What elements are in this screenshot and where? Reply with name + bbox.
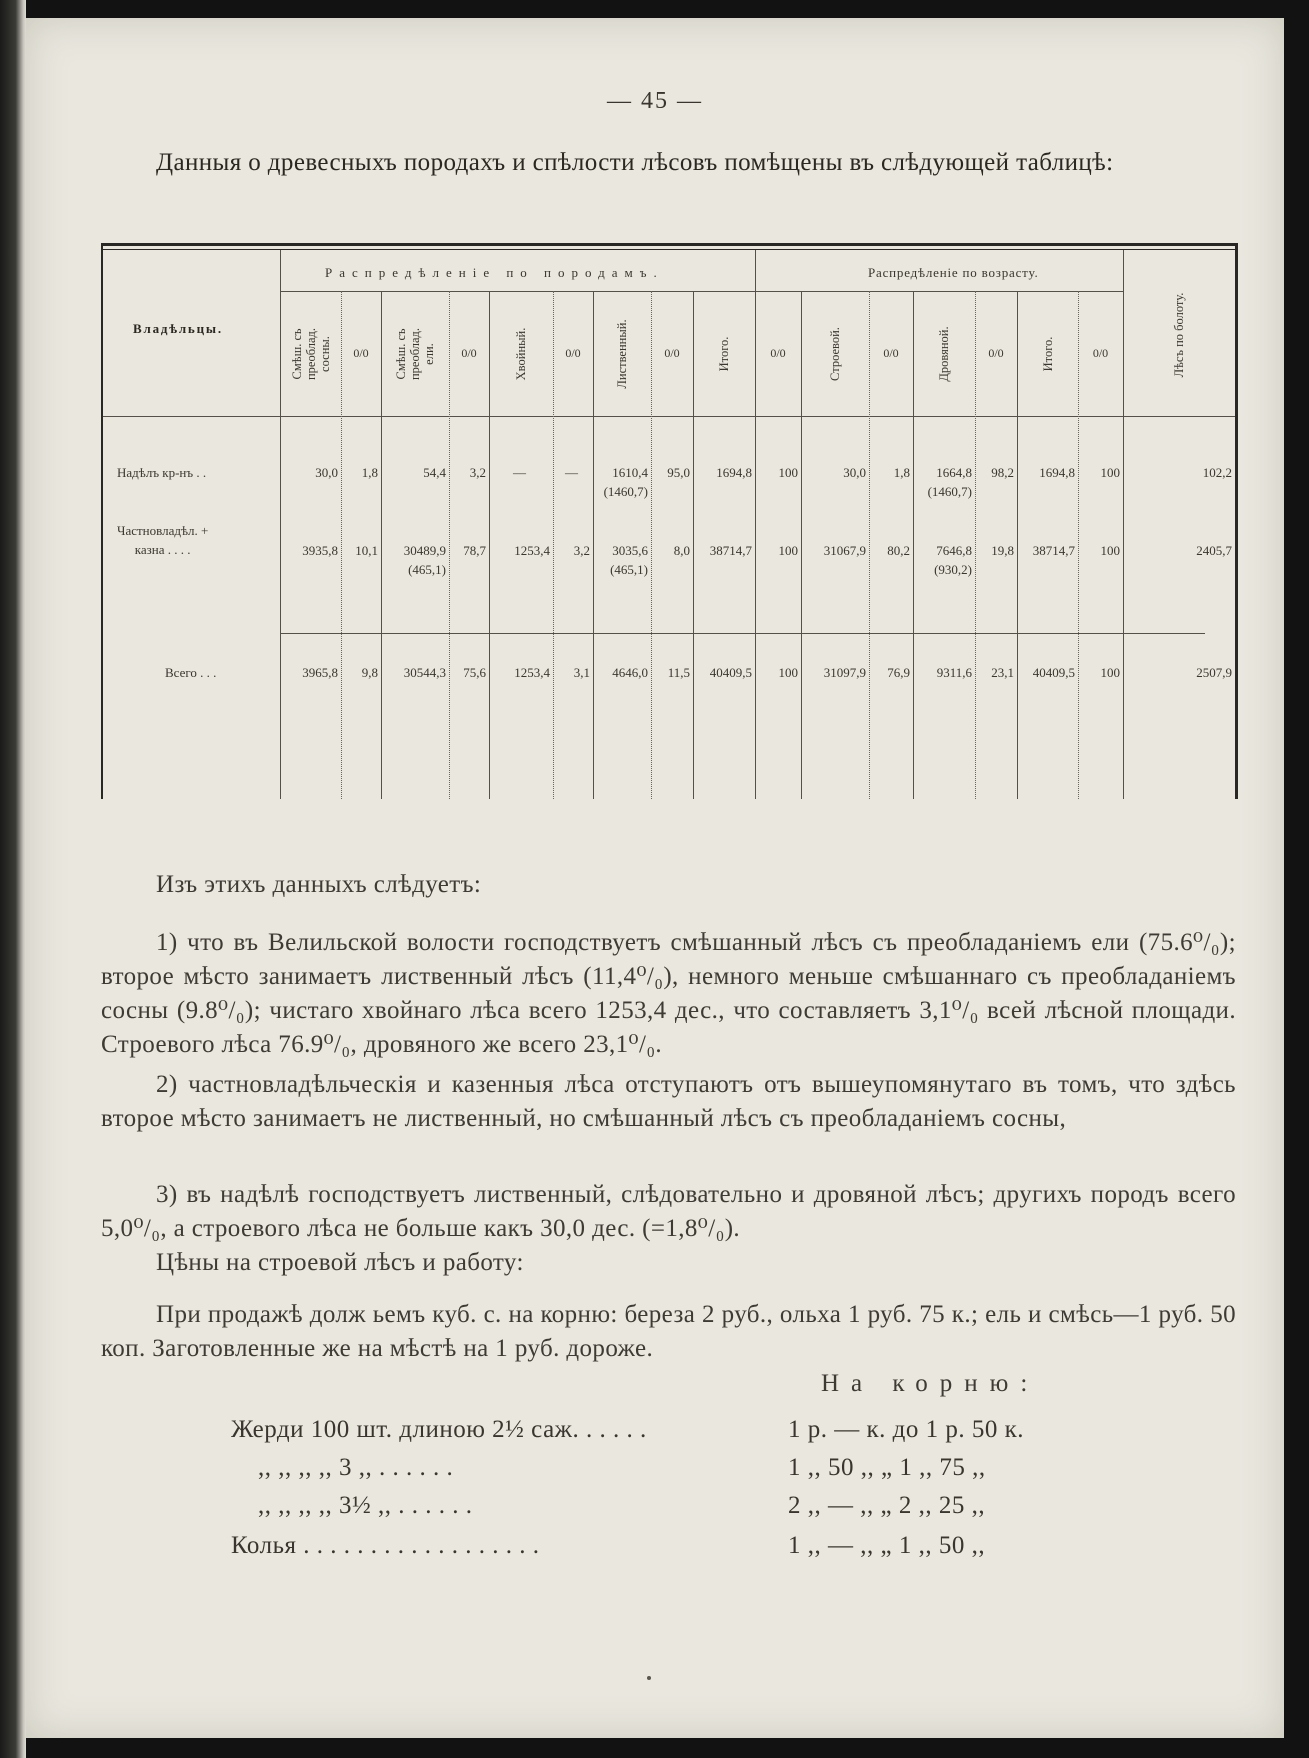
table-cell <box>593 541 648 579</box>
table-cell <box>341 663 378 682</box>
table-cell <box>651 541 690 560</box>
cell-value: 100 <box>778 665 798 680</box>
cell-value: 76,9 <box>887 665 910 680</box>
group-header-species: Распредѣленіе по породамъ. <box>325 265 664 280</box>
table-cell <box>1017 663 1075 682</box>
rotated-column-header: Итого. <box>1040 336 1055 371</box>
cell-value: 1253,4 <box>514 543 550 558</box>
cell-value: — <box>565 465 578 480</box>
table-cell <box>651 663 690 682</box>
cell-value: 3935,8 <box>302 543 338 558</box>
row-label: Частновладѣл. + казна . . . . <box>117 523 209 557</box>
percent-column-header: 0/0 <box>988 345 1004 360</box>
rotated-column-header: Хвойный. <box>514 327 528 380</box>
na-kornyu-heading: На корню: <box>821 1370 1040 1397</box>
cell-value: 31097,9 <box>823 665 866 680</box>
table-cell <box>449 541 486 560</box>
cell-value: 100 <box>778 543 798 558</box>
scanned-page <box>26 18 1284 1738</box>
cell-value: 30544,3 <box>403 665 446 680</box>
table-cell <box>755 663 798 682</box>
rotated-column-header: Смѣш. съ преоблад. ели. <box>394 327 436 380</box>
cell-value: 30489,9 <box>403 543 446 558</box>
table-cell <box>1078 463 1120 482</box>
percent-column-header: 0/0 <box>353 345 369 360</box>
table-cell <box>381 463 446 482</box>
price-row-label: ,, ,, ,, ,, 3½ ,, . . . . . . <box>258 1492 473 1519</box>
table-cell <box>801 463 866 482</box>
price-row-label: Жерди 100 шт. длиною 2½ саж. . . . . . <box>231 1416 647 1443</box>
table-cell <box>1123 663 1232 682</box>
cell-value: 100 <box>1100 665 1120 680</box>
column-rule <box>280 250 281 799</box>
cell-value: 40409,5 <box>1032 665 1075 680</box>
table-cell <box>975 541 1014 560</box>
percent-column-header: 0/0 <box>1092 345 1109 360</box>
table-cell <box>801 541 866 560</box>
percent-column-header: 0/0 <box>565 345 581 360</box>
table-top-rule <box>103 243 1235 246</box>
cell-value: 3,2 <box>573 543 590 558</box>
cell-value: 1664,8 <box>936 465 972 480</box>
cell-value: 1253,4 <box>514 665 550 680</box>
cell-value: 100 <box>1100 543 1120 558</box>
table-cell <box>869 463 910 482</box>
species-group-rule <box>280 291 755 292</box>
rotated-column-header: Строевой. <box>828 326 842 381</box>
table-cell <box>913 663 972 682</box>
row-label: Надѣлъ кр-нъ . . <box>117 465 207 480</box>
cell-value: 30,0 <box>315 465 338 480</box>
cell-value: 7646,8 <box>936 543 972 558</box>
cell-value: 78,7 <box>463 543 486 558</box>
cell-value: 102,2 <box>1202 465 1232 480</box>
table-cell <box>489 663 550 682</box>
table-cell <box>913 463 972 501</box>
page-number: — 45 — <box>607 88 703 114</box>
group-header-age: Распредѣленіе по возрасту. <box>868 265 1039 280</box>
rotated-column-header: Итого. <box>717 336 731 371</box>
cell-value: 38714,7 <box>1032 543 1075 558</box>
rotated-column-header: Лиственный. <box>615 318 629 389</box>
cell-value: 1694,8 <box>716 465 752 480</box>
cell-value: 3965,8 <box>302 665 338 680</box>
cell-value: 38714,7 <box>709 543 752 558</box>
table-cell <box>553 463 590 482</box>
cell-value: 100 <box>778 465 798 480</box>
table-cell <box>381 663 446 682</box>
paragraph-point-2: 2) частновладѣльческія и казенныя лѣса отступаютъ отъ вышеупомянутаго въ томъ, что здѣсь второе мѣсто занимаетъ не лиственный, но смѣшанный лѣсъ съ преобладаніемъ сосны, <box>101 1071 1236 1132</box>
cell-value: 80,2 <box>887 543 910 558</box>
table-cell <box>341 463 378 482</box>
cell-value: 2507,9 <box>1196 665 1232 680</box>
cell-value: 4646,0 <box>612 665 648 680</box>
table-cell <box>1078 541 1120 560</box>
table-cell <box>280 463 338 482</box>
price-row-label: Колья . . . . . . . . . . . . . . . . . . <box>231 1532 540 1559</box>
cell-value: 3035,6 <box>612 543 648 558</box>
age-group-rule <box>755 291 1123 292</box>
percent-column-header: 0/0 <box>461 345 477 360</box>
table-cell <box>381 541 446 579</box>
cell-value: 8,0 <box>673 543 690 558</box>
table-top-rule-thin <box>103 249 1235 250</box>
paragraph-prices-heading: Цѣны на строевой лѣсъ и работу: <box>156 1249 524 1276</box>
cell-value: 1,8 <box>893 465 910 480</box>
table-cell <box>693 463 752 482</box>
table-cell <box>913 541 972 579</box>
ink-speck <box>647 1676 651 1680</box>
cell-value: 19,8 <box>991 543 1014 558</box>
cell-value: 30,0 <box>843 465 866 480</box>
cell-subvalue: (1460,7) <box>603 484 648 499</box>
paragraph-prices: При продажѣ долж ьемъ куб. с. на корню: береза 2 руб., ольха 1 руб. 75 к.; ель и смѣсь—1 руб. 50 коп. Заготовленные же на мѣстѣ на 1 руб. дороже. <box>101 1301 1236 1362</box>
table-cell <box>869 663 910 682</box>
cell-value: 2405,7 <box>1196 543 1232 558</box>
cell-value: 10,1 <box>355 543 378 558</box>
header-bottom-rule <box>103 416 1235 417</box>
table-cell <box>593 663 648 682</box>
table-cell <box>1017 541 1075 560</box>
price-row-label: ,, ,, ,, ,, 3 ,, . . . . . . <box>258 1454 454 1481</box>
table-cell <box>755 463 798 482</box>
cell-subvalue: (930,2) <box>934 562 972 577</box>
cell-subvalue: (465,1) <box>408 562 446 577</box>
paragraph-point-1: 1) что въ Велильской волости господствуетъ смѣшанный лѣсъ съ преобладаніемъ ели (75.6⁰/₀); второе мѣсто занимаетъ лиственный лѣсъ (11,4⁰/₀), немного меньше смѣшаннаго съ преобладаніемъ сосны (9.8⁰/₀); чистаго хвойнаго лѣса всего 1253,4 дес., что составляетъ 3,1⁰/₀ всей лѣсной площади. Строевого лѣса 76.9⁰/₀, дровяного же всего 23,1⁰/₀. <box>101 929 1236 1058</box>
table-cell <box>693 541 752 560</box>
table-cell <box>869 541 910 560</box>
price-row-value: 1 р. — к. до 1 р. 50 к. <box>788 1416 1025 1443</box>
cell-value: 9,8 <box>361 665 378 680</box>
table-cell <box>651 463 690 482</box>
table-cell <box>1123 541 1232 560</box>
cell-value: 3,1 <box>573 665 590 680</box>
table-cell <box>975 463 1014 482</box>
total-row-rule <box>280 633 1205 634</box>
cell-value: 75,6 <box>463 665 486 680</box>
table-cell <box>280 541 338 560</box>
price-row-value: 1 ,, — ,, „ 1 ,, 50 ,, <box>788 1532 986 1559</box>
cell-value: 98,2 <box>991 465 1014 480</box>
table-cell <box>693 663 752 682</box>
cell-value: 40409,5 <box>709 665 752 680</box>
paragraph-point-3: 3) въ надѣлѣ господствуетъ лиственный, слѣдовательно и дровяной лѣсъ; другихъ породъ всего 5,0⁰/₀, а строевого лѣса не больше какъ 30,0 дес. (=1,8⁰/₀). <box>101 1181 1236 1242</box>
table-cell <box>489 463 550 482</box>
cell-value: 54,4 <box>423 465 446 480</box>
rotated-column-header: Дровяной. <box>937 325 951 382</box>
table-cell <box>449 663 486 682</box>
table-cell <box>975 663 1014 682</box>
table-cell <box>553 663 590 682</box>
price-row-value: 2 ,, — ,, „ 2 ,, 25 ,, <box>788 1492 986 1519</box>
cell-value: 1610,4 <box>612 465 648 480</box>
rotated-column-header: Смѣш. съ преоблад. сосны. <box>289 327 332 380</box>
table-cell <box>801 663 866 682</box>
table-cell <box>280 663 338 682</box>
cell-value: 3,2 <box>469 465 486 480</box>
table-cell <box>755 541 798 560</box>
price-row-value: 1 ,, 50 ,, „ 1 ,, 75 ,, <box>788 1454 986 1481</box>
table-cell <box>341 541 378 560</box>
percent-column-header: 0/0 <box>770 345 786 360</box>
column-rule <box>755 250 756 799</box>
forest-table <box>101 243 1238 799</box>
cell-value: 95,0 <box>667 465 690 480</box>
table-cell <box>593 463 648 501</box>
row-label: Всего . . . <box>165 665 217 680</box>
cell-value: 23,1 <box>991 665 1014 680</box>
cell-subvalue: (1460,7) <box>927 484 972 499</box>
paragraph-conclusion-intro: Изъ этихъ данныхъ слѣдуетъ: <box>156 871 482 898</box>
cell-value: 1694,8 <box>1039 465 1075 480</box>
cell-value: 31067,9 <box>823 543 866 558</box>
table-cell <box>1078 663 1120 682</box>
book-gutter <box>0 0 26 1758</box>
cell-value: 1,8 <box>361 465 378 480</box>
cell-value: — <box>513 465 526 480</box>
table-cell <box>1123 463 1232 482</box>
cell-value: 9311,6 <box>936 665 972 680</box>
intro-paragraph: Данныя о древесныхъ породахъ и спѣлости лѣсовъ помѣщены въ слѣдующей таблицѣ: <box>156 149 1114 176</box>
owners-header: Владѣльцы. <box>133 321 223 336</box>
percent-column-header: 0/0 <box>664 345 680 360</box>
table-cell <box>489 541 550 560</box>
percent-column-header: 0/0 <box>883 345 899 360</box>
column-rule <box>1123 250 1124 799</box>
rotated-column-header: Лѣсъ по болоту. <box>1172 292 1186 377</box>
table-cell <box>553 541 590 560</box>
table-cell <box>1017 463 1075 482</box>
cell-subvalue: (465,1) <box>610 562 648 577</box>
cell-value: 100 <box>1100 465 1120 480</box>
table-cell <box>449 463 486 482</box>
cell-value: 11,5 <box>667 665 690 680</box>
